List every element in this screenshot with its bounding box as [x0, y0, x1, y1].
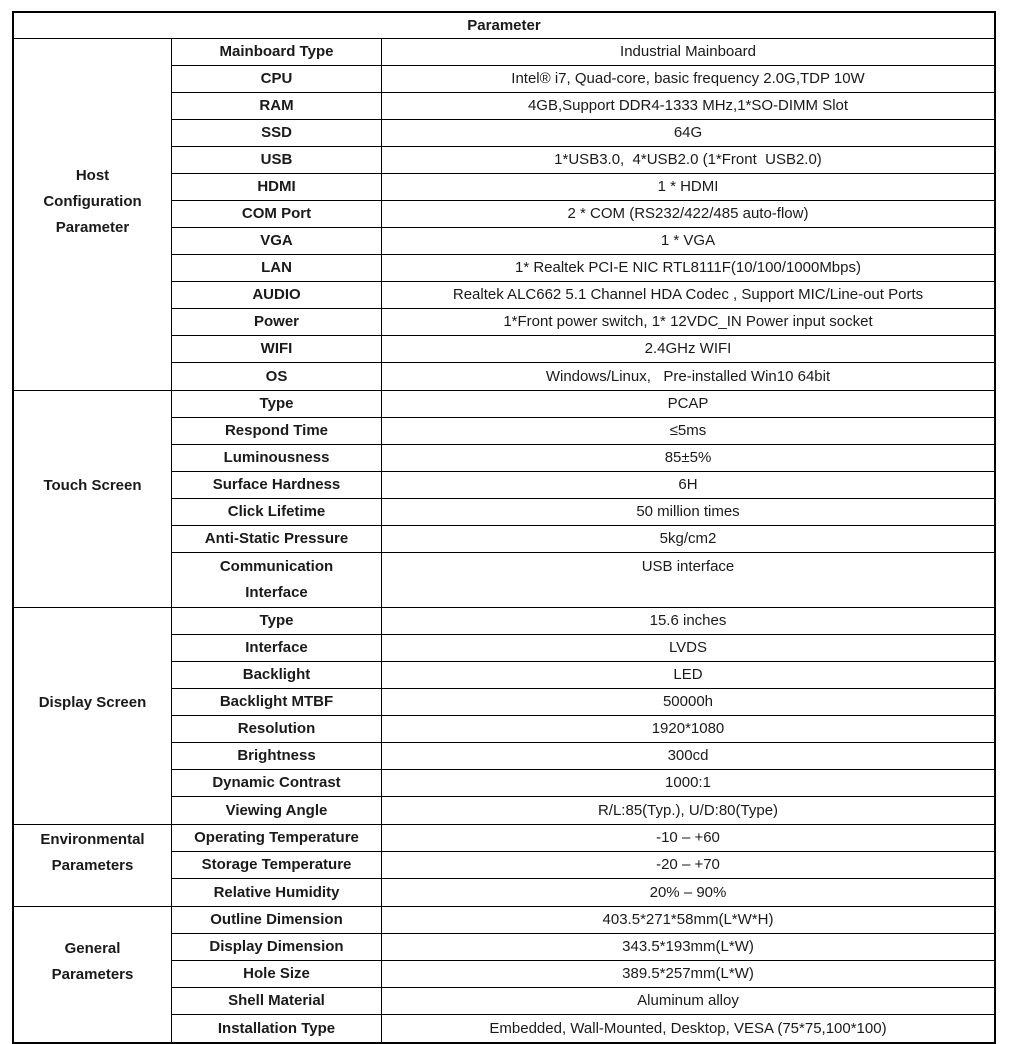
table-group: [14, 907, 994, 1042]
param-value: LVDS: [668, 639, 708, 656]
param-cell: [172, 797, 382, 824]
param-cell: [172, 391, 382, 417]
value-cell: [382, 1015, 994, 1042]
value-cell: [382, 961, 994, 987]
param-cell: [172, 689, 382, 715]
value-cell: [382, 608, 994, 634]
param-value: 85±5%: [664, 449, 712, 466]
value-cell: [382, 526, 994, 552]
param-label: Hole Size: [243, 965, 310, 982]
value-cell: [382, 445, 994, 471]
group-label: Display Screen: [38, 694, 147, 711]
group-label-cell: [14, 825, 172, 906]
table-row: [172, 391, 994, 418]
param-value: 403.5*271*58mm(L*W*H): [602, 911, 774, 928]
value-cell: [382, 635, 994, 661]
group-rows: [172, 825, 994, 906]
value-cell: [382, 553, 994, 607]
group-label-cell: [14, 608, 172, 824]
value-cell: [382, 66, 994, 92]
param-cell: [172, 228, 382, 254]
value-cell: [382, 472, 994, 498]
group-label: Host Configuration Parameter: [43, 166, 142, 236]
table-row: [172, 93, 994, 120]
param-cell: [172, 770, 382, 796]
param-cell: [172, 418, 382, 444]
param-value: 4GB,Support DDR4-1333 MHz,1*SO-DIMM Slot: [527, 97, 849, 114]
param-value: Windows/Linux, Pre-installed Win10 64bit: [545, 367, 831, 385]
table-row: [172, 255, 994, 282]
param-label: Operating Temperature: [194, 829, 359, 846]
group-label: General Parameters: [51, 939, 134, 983]
param-label: Click Lifetime: [227, 503, 326, 520]
param-label: Type: [259, 395, 294, 412]
param-label: Respond Time: [224, 422, 329, 439]
value-cell: [382, 39, 994, 65]
param-value: ≤5ms: [669, 422, 707, 439]
param-label: USB: [260, 151, 293, 168]
param-value: 50000h: [662, 693, 714, 710]
table-row: [172, 282, 994, 309]
group-label-cell: [14, 907, 172, 1042]
table-row: [172, 553, 994, 607]
param-value: 2 * COM (RS232/422/485 auto-flow): [567, 205, 809, 222]
param-label: Display Dimension: [209, 938, 344, 955]
table-row: [172, 201, 994, 228]
table-row: [172, 608, 994, 635]
table-group: [14, 391, 994, 608]
param-label: LAN: [261, 259, 292, 276]
table-row: [172, 147, 994, 174]
param-cell: [172, 445, 382, 471]
param-cell: [172, 662, 382, 688]
param-label: Communication Interface: [219, 558, 334, 601]
param-label: Resolution: [237, 720, 316, 737]
value-cell: [382, 201, 994, 227]
param-cell: [172, 93, 382, 119]
param-label: Storage Temperature: [201, 856, 352, 873]
value-cell: [382, 309, 994, 335]
value-cell: [382, 363, 994, 390]
table-row: [172, 961, 994, 988]
param-label: Interface: [245, 639, 308, 656]
table-row: [172, 852, 994, 879]
param-value: 1*Front power switch, 1* 12VDC_IN Power input socket: [503, 313, 873, 330]
param-cell: [172, 988, 382, 1014]
value-cell: [382, 336, 994, 362]
table-row: [172, 174, 994, 201]
group-label: Environmental Parameters: [40, 830, 145, 874]
table-row: [172, 363, 994, 390]
param-cell: [172, 39, 382, 65]
param-value: R/L:85(Typ.), U/D:80(Type): [597, 801, 779, 819]
param-value: Realtek ALC662 5.1 Channel HDA Codec , Support MIC/Line-out Ports: [452, 286, 924, 303]
group-rows: [172, 907, 994, 1042]
value-cell: [382, 770, 994, 796]
param-label: Power: [253, 313, 299, 330]
param-cell: [172, 147, 382, 173]
param-value: Aluminum alloy: [637, 992, 739, 1009]
table-row: [172, 689, 994, 716]
param-value: 1 * HDMI: [657, 178, 719, 195]
param-value: 389.5*257mm(L*W): [622, 965, 754, 982]
param-label: Shell Material: [228, 992, 325, 1009]
table-header-row: [14, 13, 994, 39]
param-cell: [172, 282, 382, 308]
group-rows: [172, 608, 994, 824]
param-value: 343.5*193mm(L*W): [622, 938, 754, 955]
param-cell: [172, 743, 382, 769]
value-cell: [382, 716, 994, 742]
param-cell: [172, 934, 382, 960]
param-cell: [172, 716, 382, 742]
param-label: Backlight MTBF: [219, 693, 334, 710]
param-label: Brightness: [237, 747, 316, 764]
param-value: PCAP: [667, 395, 709, 412]
param-value: 1* Realtek PCI-E NIC RTL8111F(10/100/1000Mbps): [514, 259, 861, 276]
param-cell: [172, 825, 382, 851]
table-row: [172, 39, 994, 66]
table-row: [172, 66, 994, 93]
param-value: 64G: [673, 124, 703, 141]
table-title: Parameter: [467, 17, 541, 34]
param-label: OS: [265, 367, 288, 385]
param-label: Relative Humidity: [213, 883, 340, 901]
table-row: [172, 309, 994, 336]
param-value: USB interface: [641, 558, 735, 575]
param-label: WIFI: [260, 340, 293, 357]
value-cell: [382, 418, 994, 444]
param-label: Surface Hardness: [212, 476, 341, 493]
table-row: [172, 907, 994, 934]
param-cell: [172, 961, 382, 987]
param-value: 1920*1080: [651, 720, 725, 737]
param-label: Backlight: [242, 666, 311, 683]
param-value: 1*USB3.0, 4*USB2.0 (1*Front USB2.0): [554, 151, 822, 168]
param-label: HDMI: [257, 178, 296, 195]
value-cell: [382, 825, 994, 851]
table-row: [172, 716, 994, 743]
param-label: Anti-Static Pressure: [204, 530, 349, 547]
param-label: VGA: [260, 232, 293, 249]
param-value: Industrial Mainboard: [620, 43, 756, 60]
param-value: 50 million times: [636, 503, 740, 520]
value-cell: [382, 282, 994, 308]
param-value: 20% – 90%: [649, 883, 727, 901]
param-label: CPU: [260, 70, 293, 87]
param-label: Outline Dimension: [210, 911, 343, 928]
param-value: 300cd: [667, 747, 709, 764]
table-row: [172, 228, 994, 255]
table-row: [172, 635, 994, 662]
value-cell: [382, 499, 994, 525]
table-row: [172, 825, 994, 852]
param-cell: [172, 553, 382, 607]
value-cell: [382, 743, 994, 769]
param-cell: [172, 120, 382, 146]
value-cell: [382, 988, 994, 1014]
table-row: [172, 662, 994, 689]
value-cell: [382, 797, 994, 824]
param-cell: [172, 201, 382, 227]
value-cell: [382, 662, 994, 688]
param-cell: [172, 907, 382, 933]
param-value: -10 – +60: [656, 829, 720, 846]
param-value: 6H: [678, 476, 698, 493]
value-cell: [382, 255, 994, 281]
value-cell: [382, 934, 994, 960]
group-rows: [172, 391, 994, 607]
param-cell: [172, 472, 382, 498]
param-cell: [172, 635, 382, 661]
param-cell: [172, 608, 382, 634]
table-row: [172, 1015, 994, 1042]
param-cell: [172, 255, 382, 281]
table-row: [172, 770, 994, 797]
param-label: Dynamic Contrast: [212, 774, 341, 791]
table-row: [172, 418, 994, 445]
group-label-cell: [14, 39, 172, 390]
table-group: [14, 825, 994, 907]
param-value: LED: [673, 666, 703, 683]
param-cell: [172, 66, 382, 92]
param-label: RAM: [259, 97, 294, 114]
spec-table: [12, 11, 996, 1044]
table-row: [172, 445, 994, 472]
param-cell: [172, 879, 382, 906]
param-value: 1 * VGA: [660, 232, 716, 249]
table-row: [172, 988, 994, 1015]
param-label: AUDIO: [252, 286, 301, 303]
param-label: COM Port: [241, 205, 312, 222]
param-cell: [172, 309, 382, 335]
param-cell: [172, 363, 382, 390]
value-cell: [382, 120, 994, 146]
param-value: 1000:1: [665, 774, 711, 791]
table-group: [14, 39, 994, 391]
param-cell: [172, 1015, 382, 1042]
value-cell: [382, 852, 994, 878]
table-group: [14, 608, 994, 825]
group-label: Touch Screen: [43, 477, 142, 494]
param-value: Intel® i7, Quad-core, basic frequency 2.0G,TDP 10W: [511, 70, 865, 87]
value-cell: [382, 174, 994, 200]
param-cell: [172, 174, 382, 200]
param-value: 5kg/cm2: [659, 530, 717, 547]
param-cell: [172, 526, 382, 552]
param-value: Embedded, Wall-Mounted, Desktop, VESA (75*75,100*100): [489, 1019, 887, 1037]
param-label: Mainboard Type: [219, 43, 334, 60]
table-row: [172, 879, 994, 906]
table-row: [172, 336, 994, 363]
table-row: [172, 120, 994, 147]
value-cell: [382, 391, 994, 417]
group-label-cell: [14, 391, 172, 607]
param-value: 15.6 inches: [649, 612, 727, 629]
value-cell: [382, 907, 994, 933]
table-body: [14, 39, 994, 1042]
value-cell: [382, 93, 994, 119]
table-row: [172, 499, 994, 526]
param-cell: [172, 336, 382, 362]
param-cell: [172, 499, 382, 525]
table-row: [172, 472, 994, 499]
table-row: [172, 934, 994, 961]
param-label: Installation Type: [217, 1019, 336, 1037]
value-cell: [382, 689, 994, 715]
value-cell: [382, 228, 994, 254]
param-label: SSD: [261, 124, 292, 141]
param-value: 2.4GHz WIFI: [644, 340, 732, 357]
param-cell: [172, 852, 382, 878]
param-label: Viewing Angle: [225, 801, 328, 819]
value-cell: [382, 879, 994, 906]
table-row: [172, 743, 994, 770]
table-row: [172, 797, 994, 824]
param-label: Luminousness: [223, 449, 330, 466]
param-label: Type: [259, 612, 294, 629]
table-row: [172, 526, 994, 553]
param-value: -20 – +70: [656, 856, 720, 873]
group-rows: [172, 39, 994, 390]
value-cell: [382, 147, 994, 173]
